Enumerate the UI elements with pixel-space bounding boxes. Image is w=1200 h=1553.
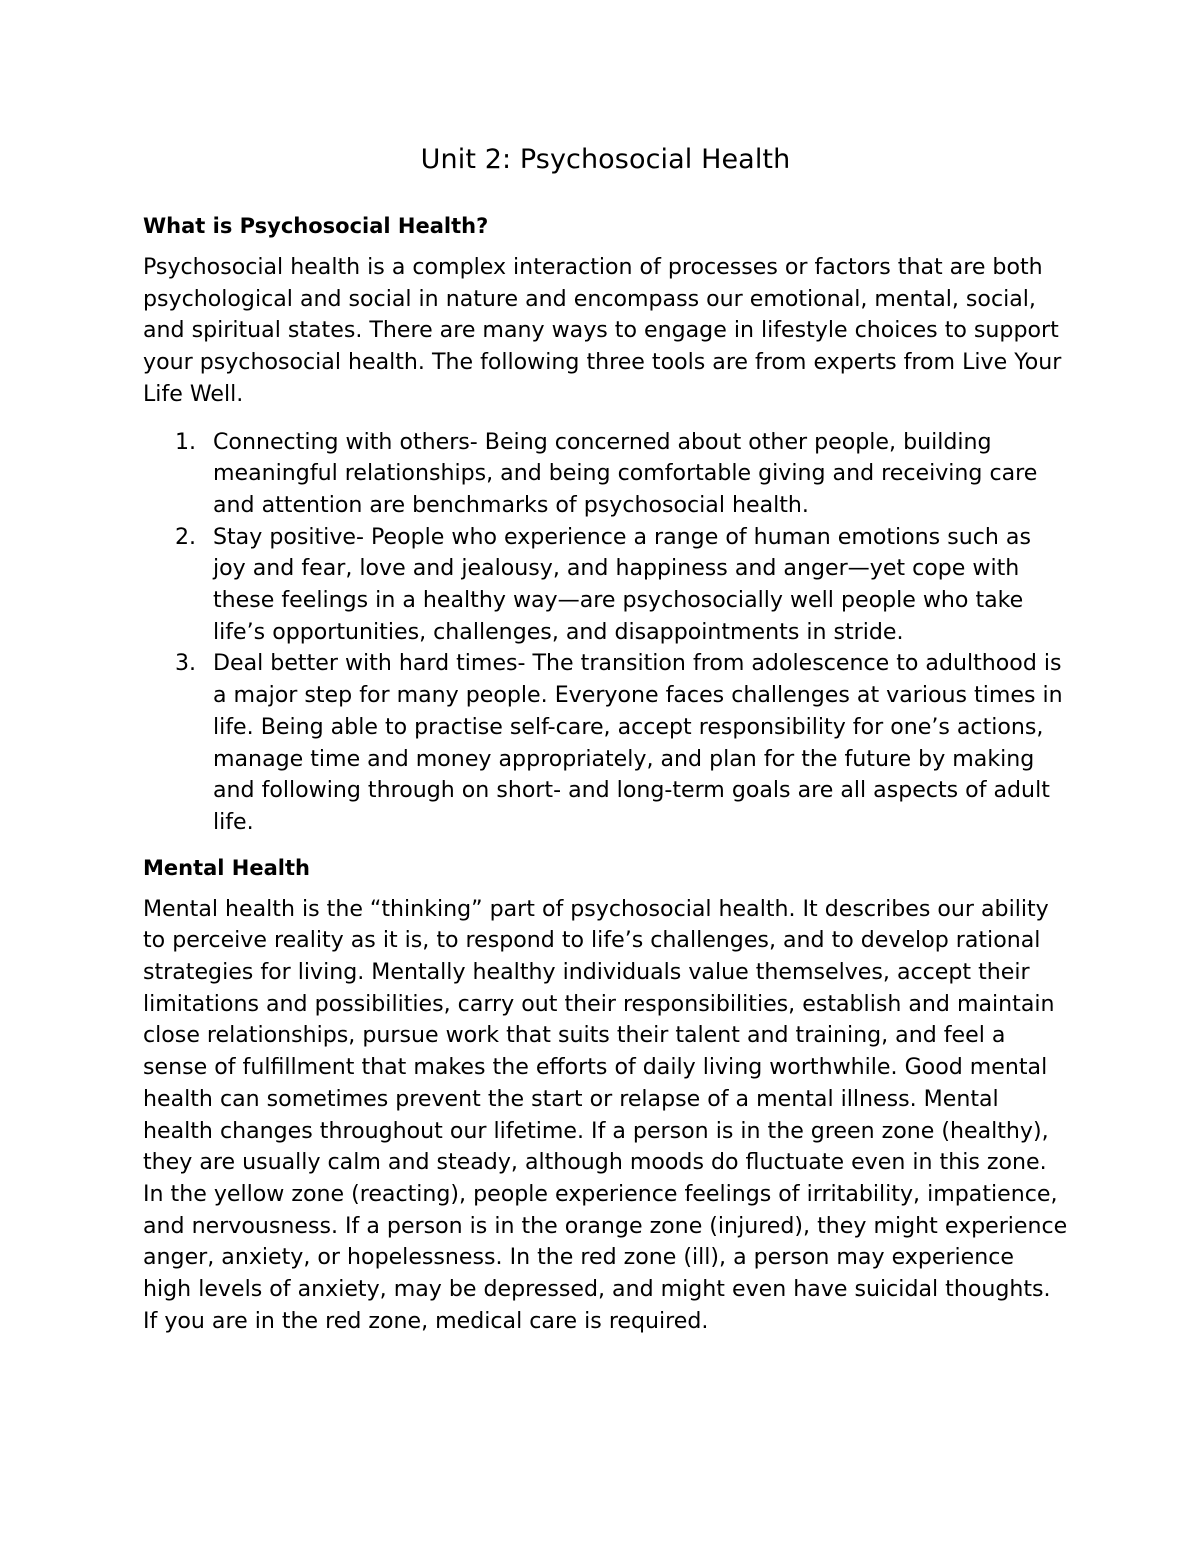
- tools-list: [143, 427, 1068, 839]
- list-item-number: 1.: [175, 428, 197, 455]
- list-item-text: Connecting with others- Being concerned about other people, building meaningful relationships, and being comfortable giving and receiving care and attention are benchmarks of psychosocial health.: [213, 428, 1038, 518]
- document-page: [143, 138, 1068, 1354]
- section-heading-psychosocial-health: What is Psychosocial Health?: [143, 214, 489, 238]
- list-item: [143, 522, 1068, 649]
- paragraph-mental-health: Mental health is the “thinking” part of psychosocial health. It describes our ability to perceive reality as it is, to respond to life’s challenges, and to develop rational strategies for living. Mentally healthy individuals value themselves, accept their limitations and possibilities, carry out their responsibilities, establish and maintain close relationships, pursue work that suits their talent and training, and feel a sense of fulfillment that makes the efforts of daily living worthwhile. Good mental health can sometimes prevent the start or relapse of a mental illness. Mental health changes throughout our lifetime. If a person is in the green zone (healthy), they are usually calm and steady, although moods do fluctuate even in this zone. In the yellow zone (reacting), people experience feelings of irritability, impatience, and nervousness. If a person is in the orange zone (injured), they might experience anger, anxiety, or hopelessness. In the red zone (ill), a person may experience high levels of anxiety, may be depressed, and might even have suicidal thoughts. If you are in the red zone, medical care is required.: [143, 895, 1068, 1334]
- section-heading-mental-health: Mental Health: [143, 855, 310, 880]
- list-item-number: 2.: [175, 523, 197, 550]
- page-title: Unit 2: Psychosocial Health: [420, 144, 791, 175]
- paragraph-psychosocial-intro: Psychosocial health is a complex interaction of processes or factors that are both psychological and social in nature and encompass our emotional, mental, social, and spiritual states. There are many ways to engage in lifestyle choices to support your psychosocial health. The following three tools are from experts from Live Your Life Well.: [143, 254, 1062, 407]
- list-item-text: Stay positive- People who experience a range of human emotions such as joy and fear, love and jealousy, and happiness and anger—yet cope with these feelings in a healthy way—are psychosocially well people who take life’s opportunities, challenges, and disappointments in stride.: [213, 523, 1031, 645]
- list-item: [143, 648, 1068, 838]
- list-item-text: Deal better with hard times- The transition from adolescence to adulthood is a major step for many people. Everyone faces challenges at various times in life. Being able to practise self-care, accept responsibility for one’s actions, manage time and money appropriately, and plan for the future by making and following through on short- and long-term goals are all aspects of adult life.: [213, 650, 1063, 835]
- list-item: [143, 427, 1068, 522]
- list-item-number: 3.: [175, 650, 197, 677]
